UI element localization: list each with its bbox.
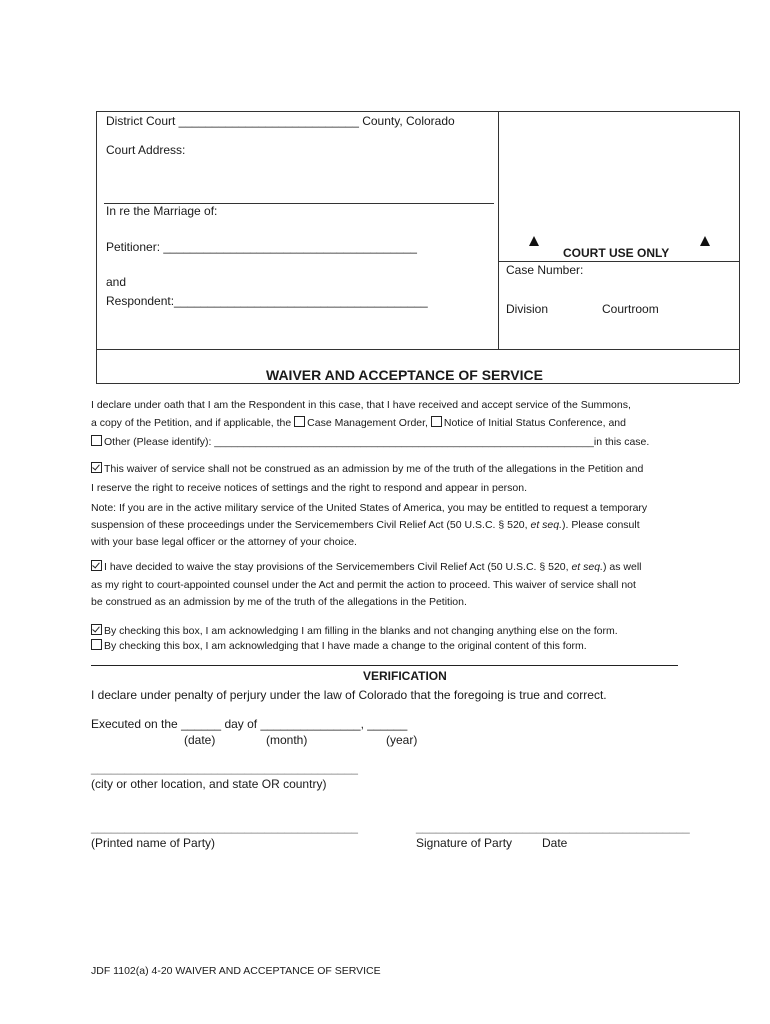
executed-on-line[interactable]: Executed on the ______ day of _______________, ______	[91, 717, 408, 731]
division-label: Division	[506, 302, 549, 316]
court-use-only-label: COURT USE ONLY	[563, 246, 670, 260]
note-et-seq: et seq.	[530, 519, 563, 531]
stay-waiver-et-seq: et seq.	[571, 561, 603, 573]
other-checkbox[interactable]	[91, 435, 102, 446]
caption-court-use-divider	[499, 261, 739, 262]
changed-acknowledgement	[91, 639, 587, 653]
initial-status-conference-checkbox[interactable]	[431, 416, 442, 427]
stay-waiver-line-3: be construed as an admission by me of the truth of the allegations in the Petition.	[91, 596, 467, 608]
stay-waiver-checkbox[interactable]	[91, 560, 102, 571]
in-re-label: In re the Marriage of:	[106, 204, 218, 218]
caption-top-border	[96, 111, 739, 112]
up-arrow-icon	[529, 236, 539, 246]
caption-right-border	[739, 111, 740, 383]
initial-status-conference-label: Notice of Initial Status Conference, and	[443, 417, 626, 429]
waiver-line-1-text: This waiver of service shall not be construed as an admission by me of the truth of the allegations in the Petition and	[104, 463, 644, 475]
declaration-line-3	[91, 433, 649, 451]
petitioner-line: Petitioner: ______________________________________	[106, 240, 417, 254]
note-line-3: with your base legal officer or the attorney of your choice.	[91, 536, 357, 548]
district-court-line: District Court ___________________________ County, Colorado	[106, 114, 455, 128]
caption-left-border	[96, 111, 97, 383]
printed-name-label: (Printed name of Party)	[91, 836, 216, 850]
declaration-line-2	[91, 414, 626, 432]
caption-title-divider	[96, 349, 739, 350]
signature-field[interactable]: _________________________________________	[416, 820, 690, 834]
other-identify-field[interactable]: Other (Please identify): _________________________________________________________________	[104, 436, 594, 448]
case-number-label: Case Number:	[506, 263, 584, 277]
no-change-checkbox[interactable]	[91, 624, 102, 635]
note-line-2-end: ). Please consult	[562, 519, 640, 531]
case-management-order-label: Case Management Order,	[307, 417, 431, 429]
verification-separator	[91, 665, 678, 666]
note-line-2	[91, 516, 640, 534]
declaration-line-1: I declare under oath that I am the Respondent in this case, that I have received and accept service of the Summons,	[91, 399, 631, 411]
year-label: (year)	[386, 733, 418, 747]
courtroom-label: Courtroom	[602, 302, 659, 316]
changed-checkbox[interactable]	[91, 639, 102, 650]
changed-label: By checking this box, I am acknowledging that I have made a change to the original content of this form.	[104, 640, 587, 652]
no-change-acknowledgement	[91, 624, 618, 638]
court-address-label: Court Address:	[106, 143, 186, 157]
no-change-label: By checking this box, I am acknowledging I am filling in the blanks and not changing anything else on the form.	[104, 625, 618, 637]
stay-waiver-line-1	[91, 558, 642, 576]
case-management-order-checkbox[interactable]	[294, 416, 305, 427]
signature-label: Signature of Party	[416, 836, 513, 850]
and-label: and	[106, 275, 127, 289]
waiver-checkbox[interactable]	[91, 462, 102, 473]
note-line-1: Note: If you are in the active military service of the United States of America, you may be entitled to request a temporary	[91, 502, 648, 514]
waiver-line-2: I reserve the right to receive notices of settings and the right to respond and appear in person.	[91, 482, 528, 494]
verification-statement: I declare under penalty of perjury under the law of Colorado that the foregoing is true and correct.	[91, 688, 607, 702]
waiver-line-1	[91, 460, 643, 478]
stay-waiver-line-1-end: ) as well	[603, 561, 642, 573]
stay-waiver-line-2: as my right to court-appointed counsel under the Act and permit the action to proceed. This waiver of service shall not	[91, 579, 636, 591]
respondent-line: Respondent:______________________________________	[106, 294, 428, 308]
document-title: WAIVER AND ACCEPTANCE OF SERVICE	[266, 367, 543, 383]
declaration-line-2-text: a copy of the Petition, and if applicable, the	[91, 417, 295, 429]
caption-bottom-border	[96, 383, 739, 384]
location-label: (city or other location, and state OR country)	[91, 777, 327, 791]
month-label: (month)	[266, 733, 308, 747]
form-footer: JDF 1102(a) 4-20 WAIVER AND ACCEPTANCE OF SERVICE	[91, 965, 381, 977]
up-arrow-icon	[700, 236, 710, 246]
printed-name-field[interactable]: ________________________________________	[91, 820, 358, 834]
note-line-2-text: suspension of these proceedings under the Servicemembers Civil Relief Act (50 U.S.C. § 520,	[91, 519, 531, 531]
location-field[interactable]: ________________________________________	[91, 761, 358, 775]
in-this-case-label: in this case.	[593, 436, 650, 448]
stay-waiver-line-1-text: I have decided to waive the stay provisions of the Servicemembers Civil Relief Act (50 U.S.C. § 520,	[104, 561, 572, 573]
verification-heading: VERIFICATION	[363, 669, 447, 683]
signature-date-label: Date	[542, 836, 568, 850]
date-label: (date)	[184, 733, 216, 747]
caption-divider	[498, 111, 499, 349]
